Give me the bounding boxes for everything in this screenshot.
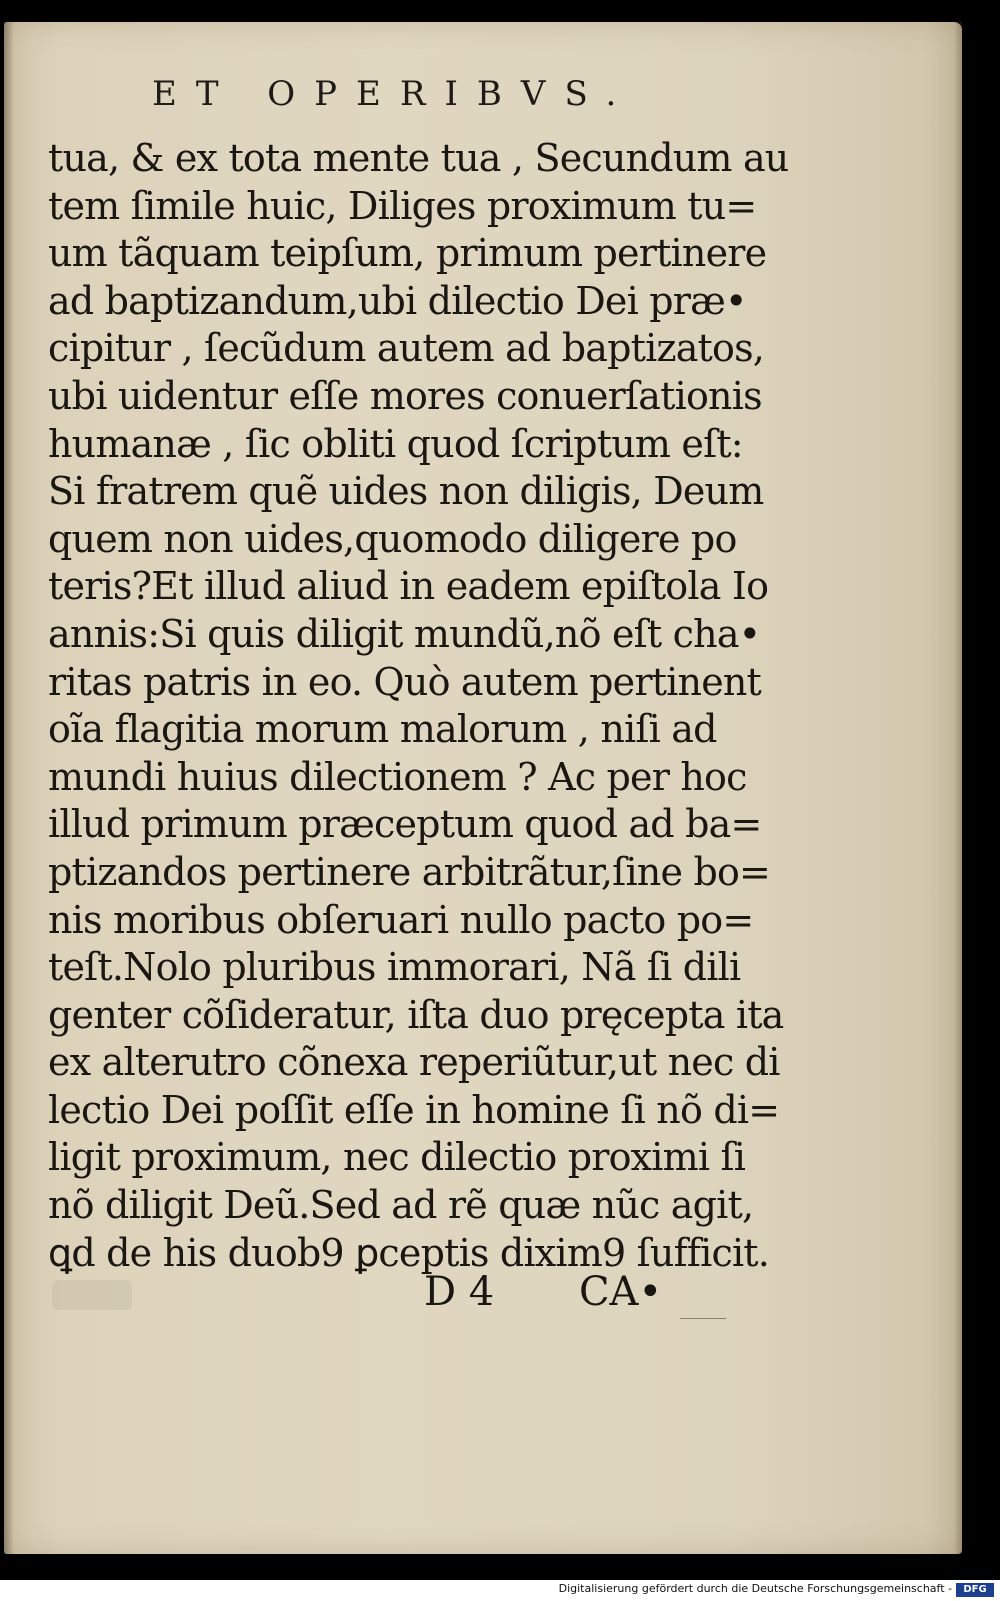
- text-block: [48, 135, 789, 1277]
- text-line: mundi huius dilectionem ? Ac per hoc: [48, 754, 747, 799]
- text-line: ritas patris in eo. Quò autem pertinent: [48, 659, 762, 704]
- text-line: ptizandos pertinere arbitrãtur,ſine bo=: [48, 849, 771, 894]
- text-line: annis:Si quis diligit mundũ,nõ eſt cha•: [48, 611, 761, 656]
- catchword: CA•: [578, 1269, 663, 1315]
- show-through-smudge: [52, 1280, 132, 1310]
- text-line: genter cõſideratur, iſta duo pręcepta ita: [48, 992, 784, 1037]
- dfg-logo: DFG: [956, 1583, 994, 1597]
- text-line: tem ſimile huic, Diliges proximum tu=: [48, 183, 757, 228]
- text-line: teris?Et illud aliud in eadem epiſtola Io: [48, 564, 769, 609]
- text-line: ꝗd de his duob9 ꝑceptis dixim9 ſufficit.: [48, 1230, 770, 1275]
- text-line: nõ diligit Deũ.Sed ad rẽ quæ nũc agit,: [48, 1183, 754, 1228]
- page-fore-edge: [954, 22, 962, 1554]
- signature-line: [424, 1269, 662, 1315]
- text-line: illud primum præceptum quod ad ba=: [48, 802, 762, 847]
- text-line: ubi uidentur eſſe mores conuerſationis: [48, 373, 762, 418]
- footer-strip: [0, 1580, 1000, 1601]
- text-line: ad baptizandum,ubi dilectio Dei præ•: [48, 278, 747, 323]
- book-page: [4, 22, 962, 1554]
- text-line: cipitur , ſecũdum autem ad baptizatos,: [48, 326, 765, 371]
- page-spine-shadow: [4, 22, 14, 1554]
- text-line: teſt.Nolo pluribus immorari, Nã ſi dili: [48, 945, 741, 990]
- running-head: ET OPERIBVS.: [152, 74, 636, 114]
- text-line: Si fratrem quẽ uides non diligis, Deum: [48, 469, 764, 514]
- catchword-rule: [680, 1318, 726, 1319]
- text-line: oĩa flagitia morum malorum , niſi ad: [48, 707, 717, 752]
- text-line: nis moribus obſeruari nullo pacto po=: [48, 897, 754, 942]
- signature-mark: D 4: [424, 1269, 495, 1315]
- text-line: ex alterutro cõnexa reperiũtur,ut nec di: [48, 1040, 780, 1085]
- text-line: humanæ , ſic obliti quod ſcriptum eſt:: [48, 421, 743, 466]
- text-line: lectio Dei poſſit eſſe in homine ſi nõ di=: [48, 1087, 780, 1132]
- text-line: um tãquam teipſum, primum pertinere: [48, 231, 767, 276]
- footer-credit: Digitalisierung gefördert durch die Deutsche Forschungsgemeinschaft -: [558, 1582, 952, 1595]
- text-line: quem non uides,quomodo diligere po: [48, 516, 737, 561]
- text-line: ligit proximum, nec dilectio proximi ſi: [48, 1135, 746, 1180]
- text-line: tua, & ex tota mente tua , Secundum au: [48, 136, 789, 180]
